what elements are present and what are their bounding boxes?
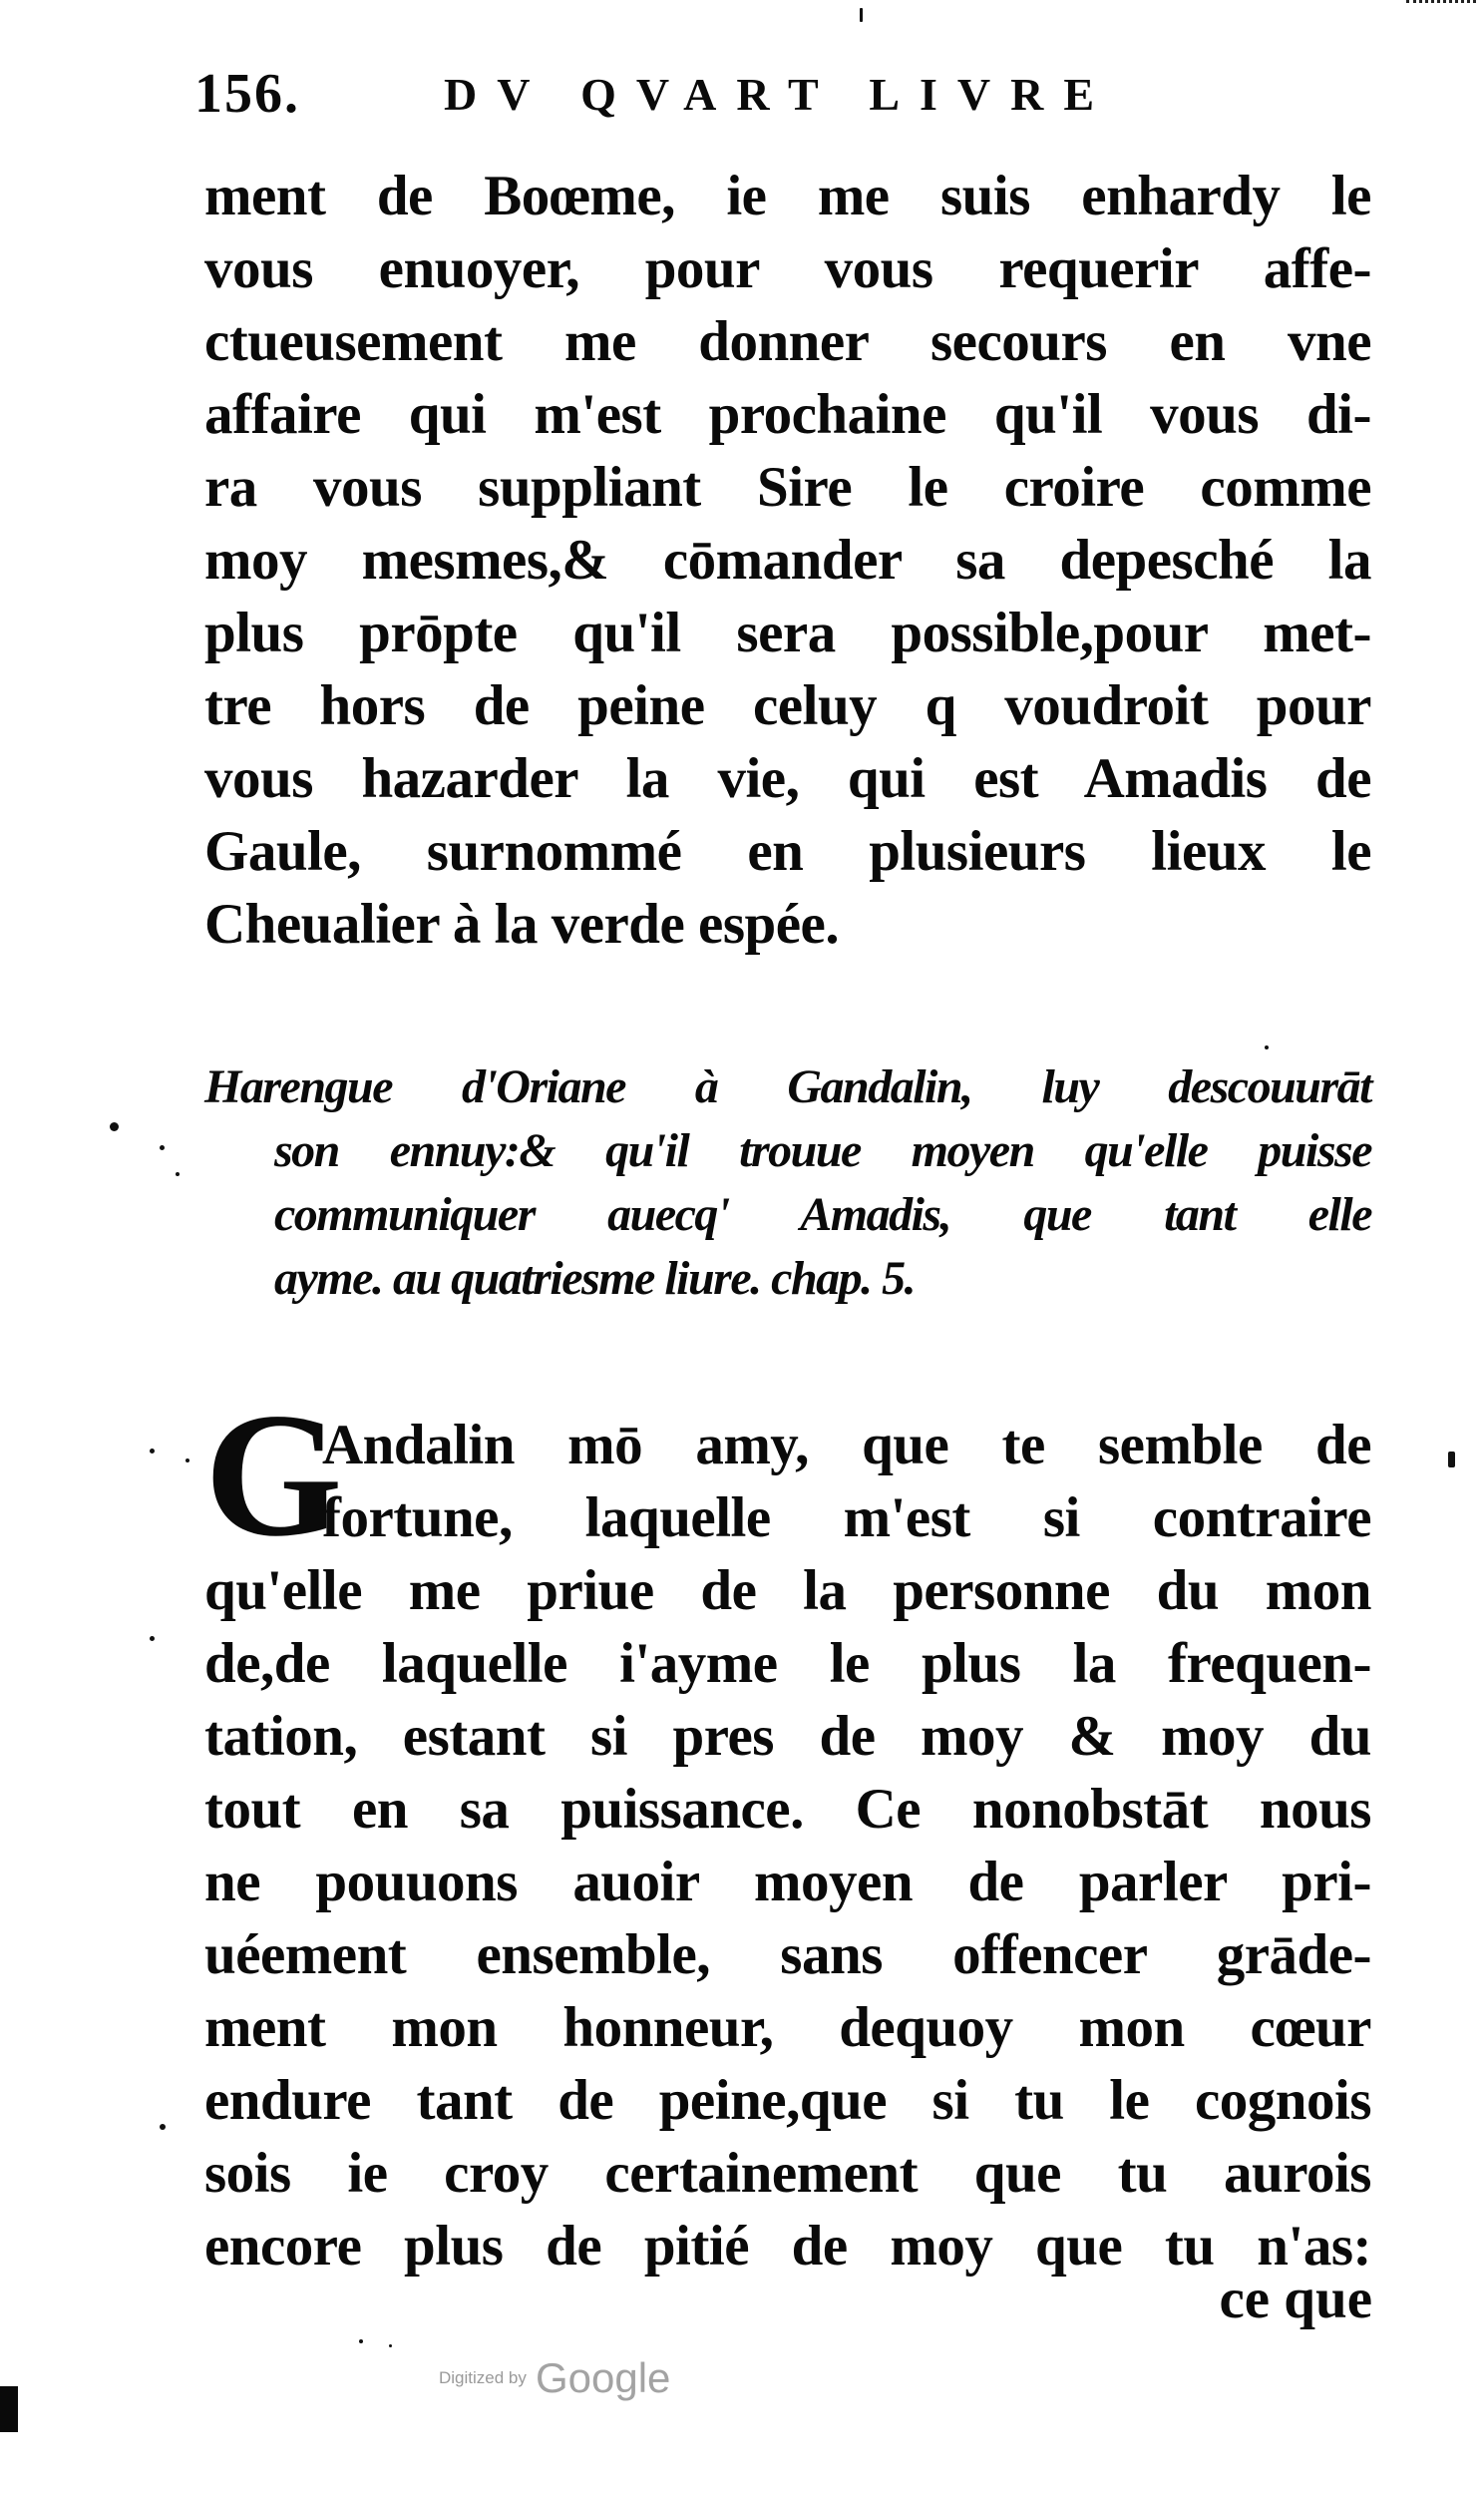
text-line: uéement ensemble, sans offencer grāde-	[204, 1923, 1371, 1986]
text-line: ra vous suppliant Sire le croire comme	[204, 456, 1371, 519]
watermark-prefix: Digitized by	[439, 2368, 527, 2387]
text-line: ment de Boœme, ie me suis enhardy le	[204, 165, 1371, 227]
scan-edge-mark	[0, 2386, 18, 2432]
heading-line: son ennuy:& qu'il trouue moyen qu'elle puisse	[274, 1124, 1371, 1177]
google-logo: Google	[535, 2354, 671, 2401]
page-header	[194, 62, 1371, 132]
heading-line: Harengue d'Oriane à Gandalin, luy descouurāt	[204, 1060, 1371, 1113]
text-line: Andalin mō amy, que te semble de	[322, 1414, 1371, 1476]
text-line: Gaule, surnommé en plusieurs lieux le	[204, 820, 1371, 883]
text-line: vous enuoyer, pour vous requerir affe-	[204, 237, 1371, 300]
digitized-watermark	[439, 2354, 670, 2414]
text-line: ment mon honneur, dequoy mon cœur	[204, 1996, 1371, 2059]
text-line: plus prōpte qu'il sera possible,pour met-	[204, 602, 1371, 664]
heading-line: communiquer auecq' Amadis, que tant elle	[274, 1188, 1371, 1241]
catchword: ce que	[1219, 2268, 1372, 2330]
text-line: tation, estant si pres de moy & moy du	[204, 1705, 1371, 1768]
text-line: tout en sa puissance. Ce nonobstāt nous	[204, 1778, 1371, 1841]
text-line: de,de laquelle i'ayme le plus la frequen-	[204, 1632, 1371, 1695]
text-line: fortune, laquelle m'est si contraire	[322, 1486, 1371, 1549]
speech-text-block	[204, 1409, 1371, 2283]
text-line: ctueusement me donner secours en vne	[204, 310, 1371, 373]
letter-text-block	[204, 160, 1371, 961]
text-line: tre hors de peine celuy q voudroit pour	[204, 674, 1371, 737]
page-number: 156.	[194, 63, 300, 125]
scan-top-mark	[1406, 0, 1476, 21]
text-line: qu'elle me priue de la personne du mon	[204, 1559, 1371, 1622]
text-line: encore plus de pitié de moy que tu n'as:	[204, 2215, 1371, 2278]
drop-cap: G	[204, 1376, 343, 1573]
text-line: affaire qui m'est prochaine qu'il vous di-	[204, 383, 1371, 446]
section-heading	[204, 1055, 1371, 1311]
text-line: endure tant de peine,que si tu le cognois	[204, 2069, 1371, 2132]
heading-line: ayme. au quatriesme liure. chap. 5.	[274, 1252, 916, 1305]
running-head: DV QVART LIVRE	[444, 69, 1115, 120]
text-line: Cheualier à la verde espée.	[204, 893, 840, 956]
text-line: vous hazarder la vie, qui est Amadis de	[204, 747, 1371, 810]
text-line: moy mesmes,& cōmander sa depesché la	[204, 529, 1371, 592]
text-line: ne pouuons auoir moyen de parler pri-	[204, 1851, 1371, 1913]
text-line: sois ie croy certainement que tu aurois	[204, 2142, 1371, 2205]
